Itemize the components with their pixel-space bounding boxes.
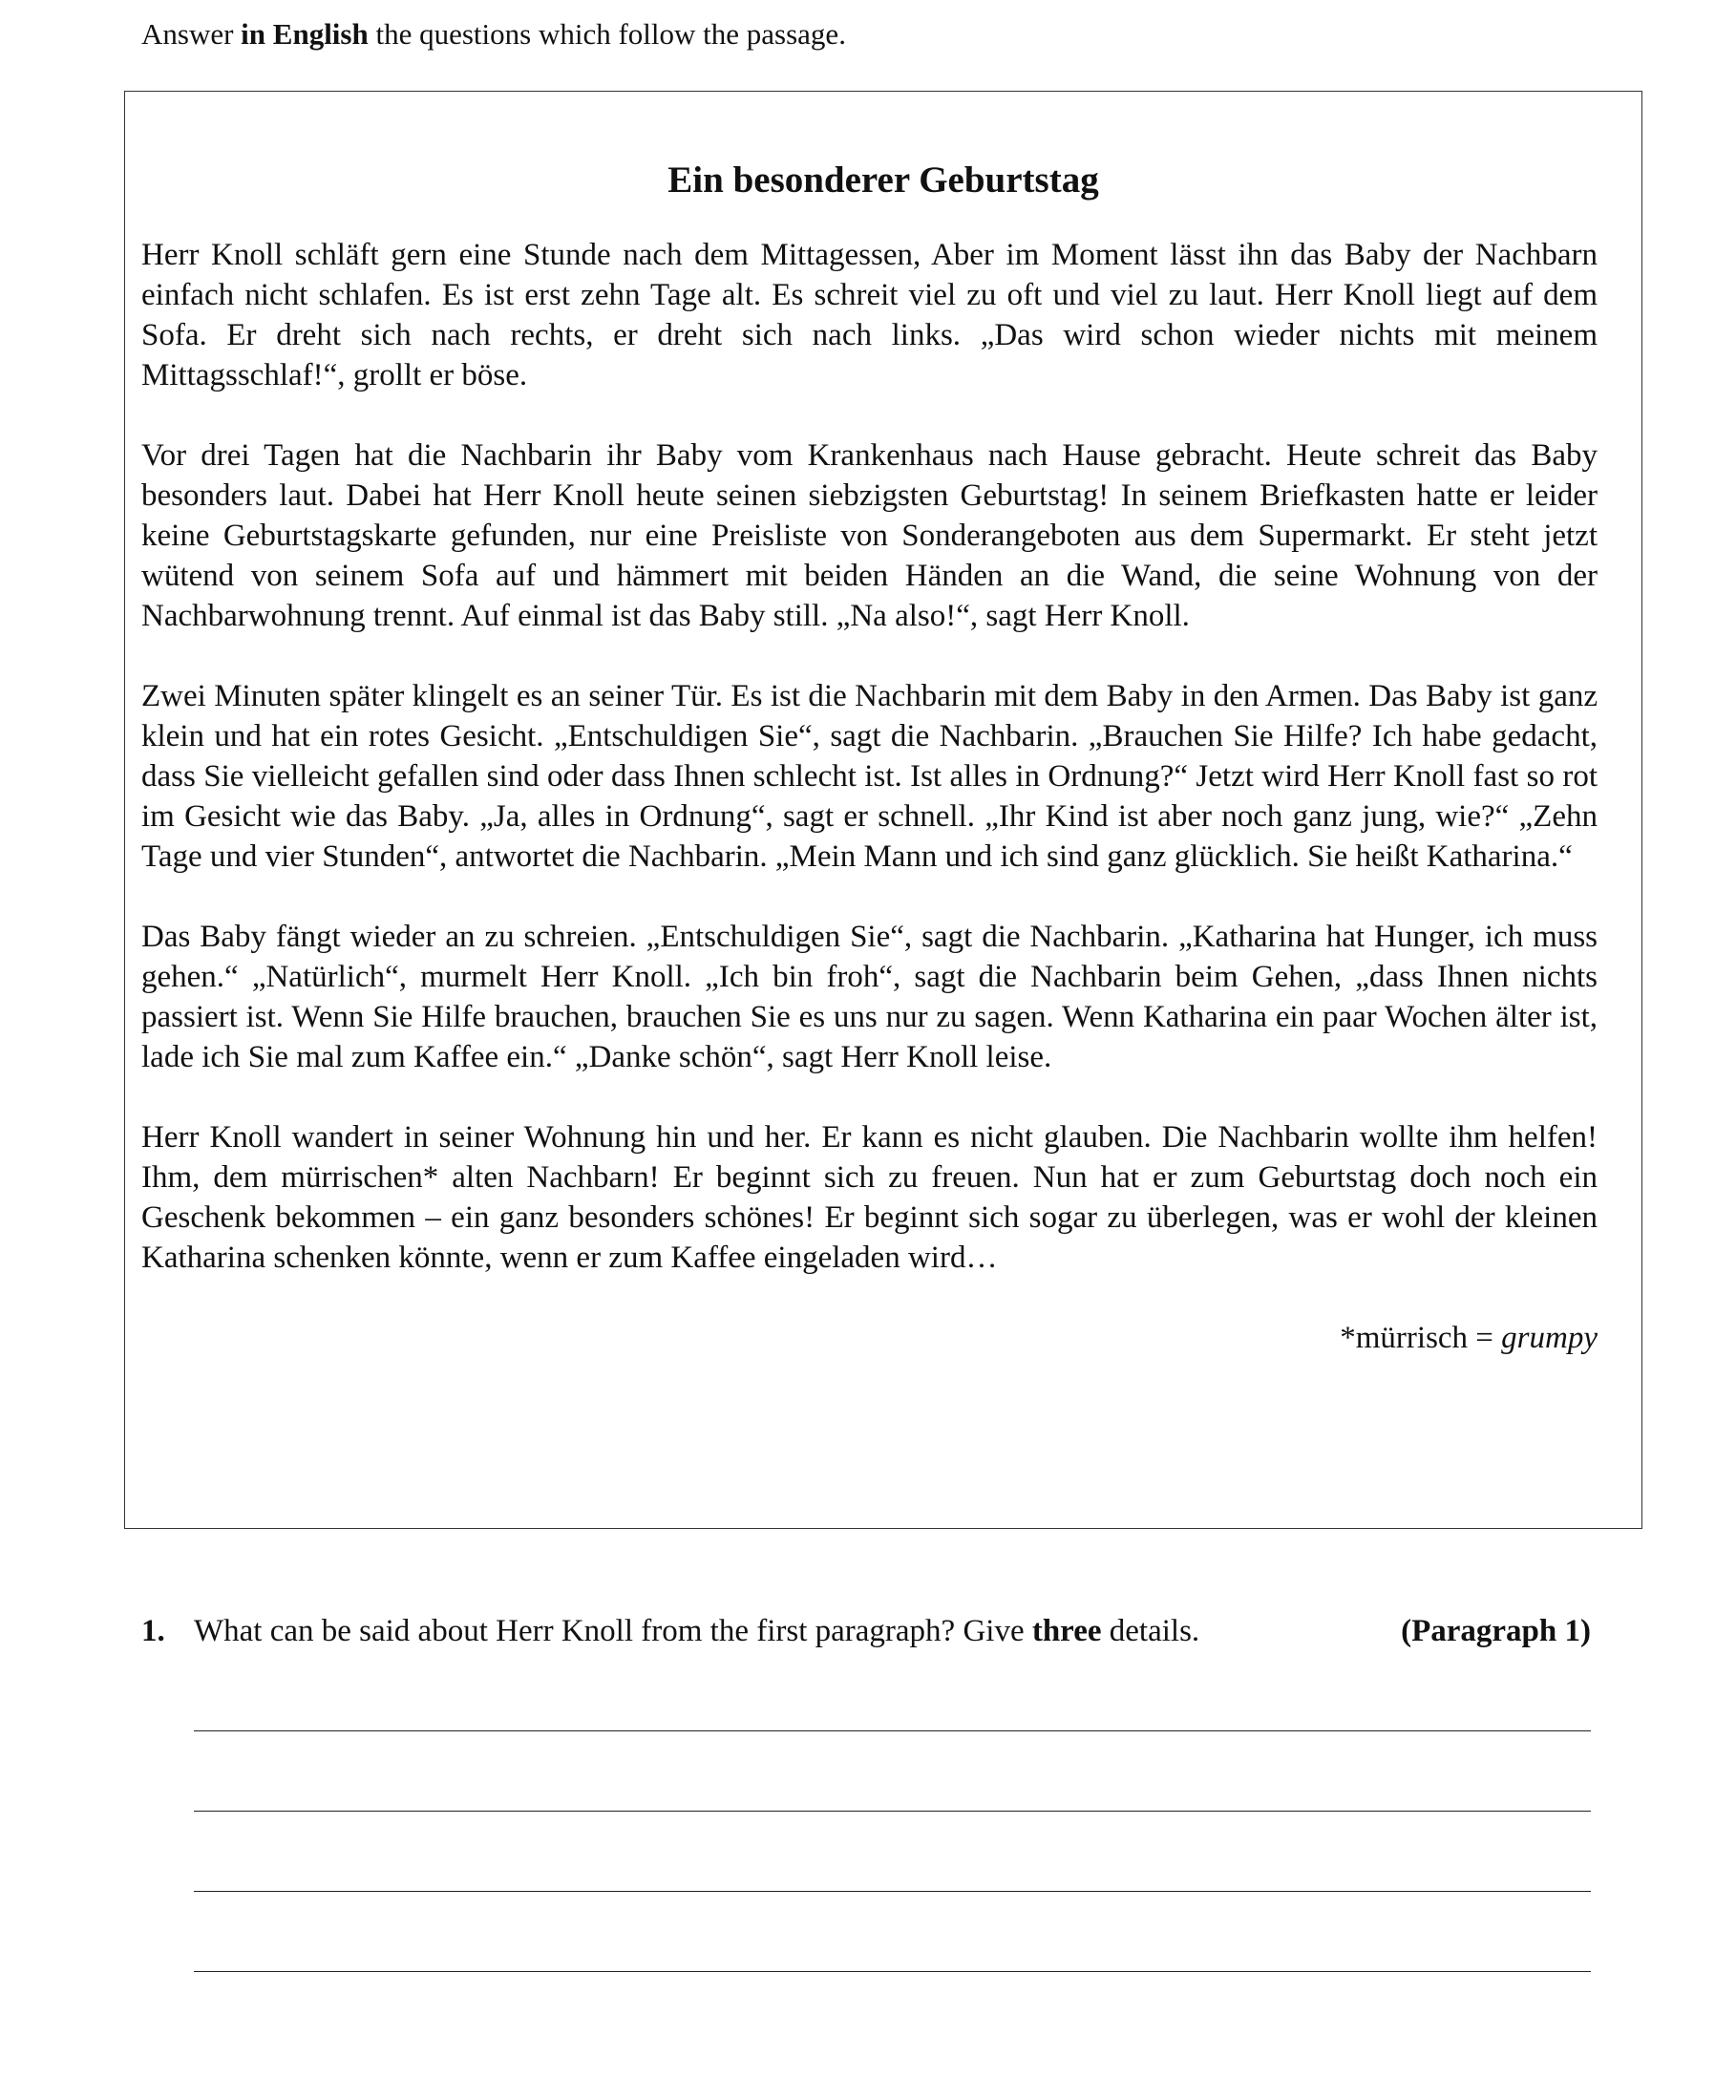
- question-text-prefix: What can be said about Herr Knoll from the first paragraph? Give: [194, 1614, 1032, 1648]
- paragraph-5: Herr Knoll wandert in seiner Wohnung hin und her. Er kann es nicht glauben. Die Nachbarin wollte ihm helfen! Ihm, dem mürrischen* alten Nachbarn! Er beginnt sich zu freuen. Nun hat er zum Geburtstag doch noch ein Geschenk bekommen – ein ganz besonders schönes! Er beginnt sich sogar zu überlegen, was er wohl der kleinen Katharina schenken könnte, wenn er zum Kaffee eingeladen wird…: [141, 1120, 1598, 1275]
- footnote: [141, 1318, 1598, 1358]
- instruction-suffix: the questions which follow the passage.: [368, 17, 846, 51]
- answer-line-1[interactable]: [194, 1730, 1591, 1731]
- question-text-emphasis: three: [1031, 1614, 1102, 1648]
- instruction: [141, 13, 846, 55]
- passage-box: [124, 91, 1642, 1529]
- paragraph-3: Zwei Minuten später klingelt es an seiner Tür. Es ist die Nachbarin mit dem Baby in den Armen. Das Baby ist ganz klein und hat ein rotes Gesicht. „Entschuldigen Sie“, sagt die Nachbarin. „Brauchen Sie Hilfe? Ich habe gedacht, dass Sie vielleicht gefallen sind oder dass Ihnen schlecht ist. Ist alles in Ordnung?“ Jetzt wird Herr Knoll fast so rot im Gesicht wie das Baby. „Ja, alles in Ordnung“, sagt er schnell. „Ihr Kind ist aber noch ganz jung, wie?“ „Zehn Tage und vier Stunden“, antwortet die Nachbarin. „Mein Mann und ich sind ganz glücklich. Sie heißt Katharina.“: [141, 679, 1598, 874]
- question-text: [194, 1610, 1199, 1652]
- answer-line-4[interactable]: [194, 1971, 1591, 1972]
- paragraph-2: Vor drei Tagen hat die Nachbarin ihr Baby vom Krankenhaus nach Hause gebracht. Heute schreit das Baby besonders laut. Dabei hat Herr Knoll heute seinen siebzigsten Geburtstag! In seinem Briefkasten hatte er leider keine Geburtstagskarte gefunden, nur eine Preisliste von Sonderangeboten aus dem Supermarkt. Er steht jetzt wütend von seinem Sofa auf und hämmert mit beiden Händen an die Wand, die seine Wohnung von der Nachbarwohnung trennt. Auf einmal ist das Baby still. „Na also!“, sagt Herr Knoll.: [141, 438, 1598, 633]
- question-text-suffix: details.: [1101, 1614, 1200, 1648]
- footnote-term: *mürrisch =: [1340, 1321, 1502, 1355]
- question-number: 1.: [141, 1614, 165, 1648]
- paragraph-4: Das Baby fängt wieder an zu schreien. „Entschuldigen Sie“, sagt die Nachbarin. „Katharina hat Hunger, ich muss gehen.“ „Natürlich“, murmelt Herr Knoll. „Ich bin froh“, sagt die Nachbarin beim Gehen, „dass Ihnen nichts passiert ist. Wenn Sie Hilfe brauchen, brauchen Sie es uns nur zu sagen. Wenn Katharina ein paar Wochen älter ist, lade ich Sie mal zum Kaffee ein.“ „Danke schön“, sagt Herr Knoll leise.: [141, 920, 1598, 1074]
- passage-title: Ein besonderer Geburtstag: [667, 159, 1099, 201]
- answer-line-2[interactable]: [194, 1811, 1591, 1812]
- footnote-translation: grumpy: [1501, 1321, 1598, 1355]
- instruction-emphasis: in English: [241, 17, 369, 51]
- question-reference: (Paragraph 1): [1401, 1614, 1591, 1648]
- instruction-prefix: Answer: [141, 17, 242, 51]
- paragraph-1: Herr Knoll schläft gern eine Stunde nach dem Mittagessen, Aber im Moment lässt ihn das Baby der Nachbarn einfach nicht schlafen. Es ist erst zehn Tage alt. Es schreit viel zu oft und viel zu laut. Herr Knoll liegt auf dem Sofa. Er dreht sich nach rechts, er dreht sich nach links. „Das wird schon wieder nichts mit meinem Mittagsschlaf!“, grollt er böse.: [141, 238, 1598, 392]
- passage-body: [141, 235, 1598, 1358]
- answer-line-3[interactable]: [194, 1891, 1591, 1892]
